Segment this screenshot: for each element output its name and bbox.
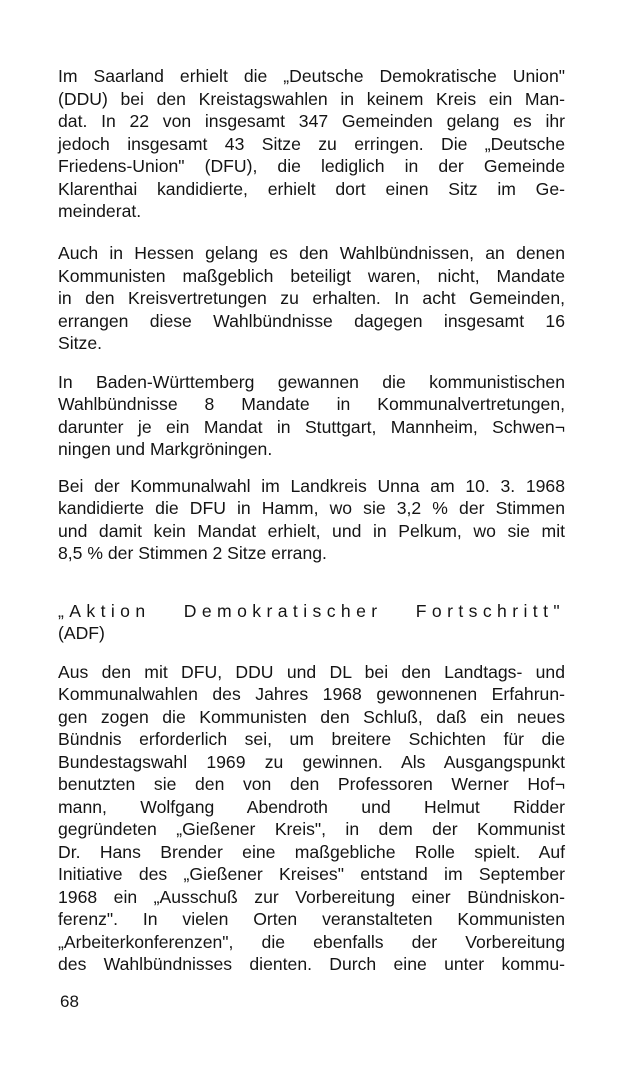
- text-line: jedoch insgesamt 43 Sitze zu erringen. Die „Deutsche: [58, 134, 565, 154]
- text-line: kandidierte die DFU in Hamm, wo sie 3,2 % der Stimmen: [58, 498, 565, 518]
- text-line: Bundestagswahl 1969 zu gewinnen. Als Ausgangspunkt: [58, 752, 565, 772]
- text-line: darunter je ein Mandat in Stuttgart, Mannheim, Schwen¬: [58, 417, 565, 437]
- text-line: Bei der Kommunalwahl im Landkreis Unna am 10. 3. 1968: [58, 476, 565, 496]
- text-line: und damit kein Mandat erhielt, und in Pelkum, wo sie mit: [58, 521, 565, 541]
- text-line: In Baden-Württemberg gewannen die kommunistischen: [58, 372, 565, 392]
- text-line: Klarenthai kandidierte, erhielt dort einen Sitz im Ge-: [58, 179, 565, 199]
- text-line: mann, Wolfgang Abendroth und Helmut Ridder: [58, 797, 565, 817]
- text-line: Bündnis erforderlich sei, um breitere Schichten für die: [58, 729, 565, 749]
- text-line: „Arbeiterkonferenzen", die ebenfalls der Vorbereitung: [58, 932, 565, 952]
- text-line: Friedens-Union" (DFU), die lediglich in der Gemeinde: [58, 156, 565, 176]
- text-line: Initiative des „Gießener Kreises" entstand im September: [58, 864, 565, 884]
- text-line: ningen und Markgröningen.: [58, 439, 273, 459]
- heading-line: „Aktion Demokratischer Fortschritt": [58, 601, 565, 621]
- text-line: gegründeten „Gießener Kreis", in dem der Kommunist: [58, 819, 565, 839]
- text-line: errangen diese Wahlbündnisse dagegen insgesamt 16: [58, 311, 565, 331]
- text-line: Auch in Hessen gelang es den Wahlbündnissen, an denen: [58, 243, 565, 263]
- text-line: Wahlbündnisse 8 Mandate in Kommunalvertretungen,: [58, 394, 565, 414]
- text-line: meinderat.: [58, 201, 142, 221]
- text-line: dat. In 22 von insgesamt 347 Gemeinden gelang es ihr: [58, 111, 565, 131]
- page-number: 68: [60, 992, 79, 1011]
- text-line: Kommunisten maßgeblich beteiligt waren, nicht, Mandate: [58, 266, 565, 286]
- text-line: (DDU) bei den Kreistagswahlen in keinem Kreis ein Man-: [58, 89, 565, 109]
- text-line: Kommunalwahlen des Jahres 1968 gewonnenen Erfahrun-: [58, 684, 565, 704]
- text-line: 1968 ein „Ausschuß zur Vorbereitung einer Bündniskon-: [58, 887, 565, 907]
- text-line: in den Kreisvertretungen zu erhalten. In acht Gemeinden,: [58, 288, 565, 308]
- text-line: Dr. Hans Brender eine maßgebliche Rolle spielt. Auf: [58, 842, 565, 862]
- text-line: Im Saarland erhielt die „Deutsche Demokratische Union": [58, 66, 565, 86]
- text-line: Sitze.: [58, 333, 103, 353]
- text-line: Aus den mit DFU, DDU und DL bei den Landtags- und: [58, 662, 565, 682]
- heading-line: (ADF): [58, 623, 105, 643]
- text-line: gen zogen die Kommunisten den Schluß, daß ein neues: [58, 707, 565, 727]
- text-line: benutzten sie den von den Professoren Werner Hof¬: [58, 774, 565, 794]
- text-line: des Wahlbündnisses dienten. Durch eine unter kommu-: [58, 954, 565, 974]
- text-line: ferenz". In vielen Orten veranstalteten Kommunisten: [58, 909, 565, 929]
- text-line: 8,5 % der Stimmen 2 Sitze errang.: [58, 543, 327, 563]
